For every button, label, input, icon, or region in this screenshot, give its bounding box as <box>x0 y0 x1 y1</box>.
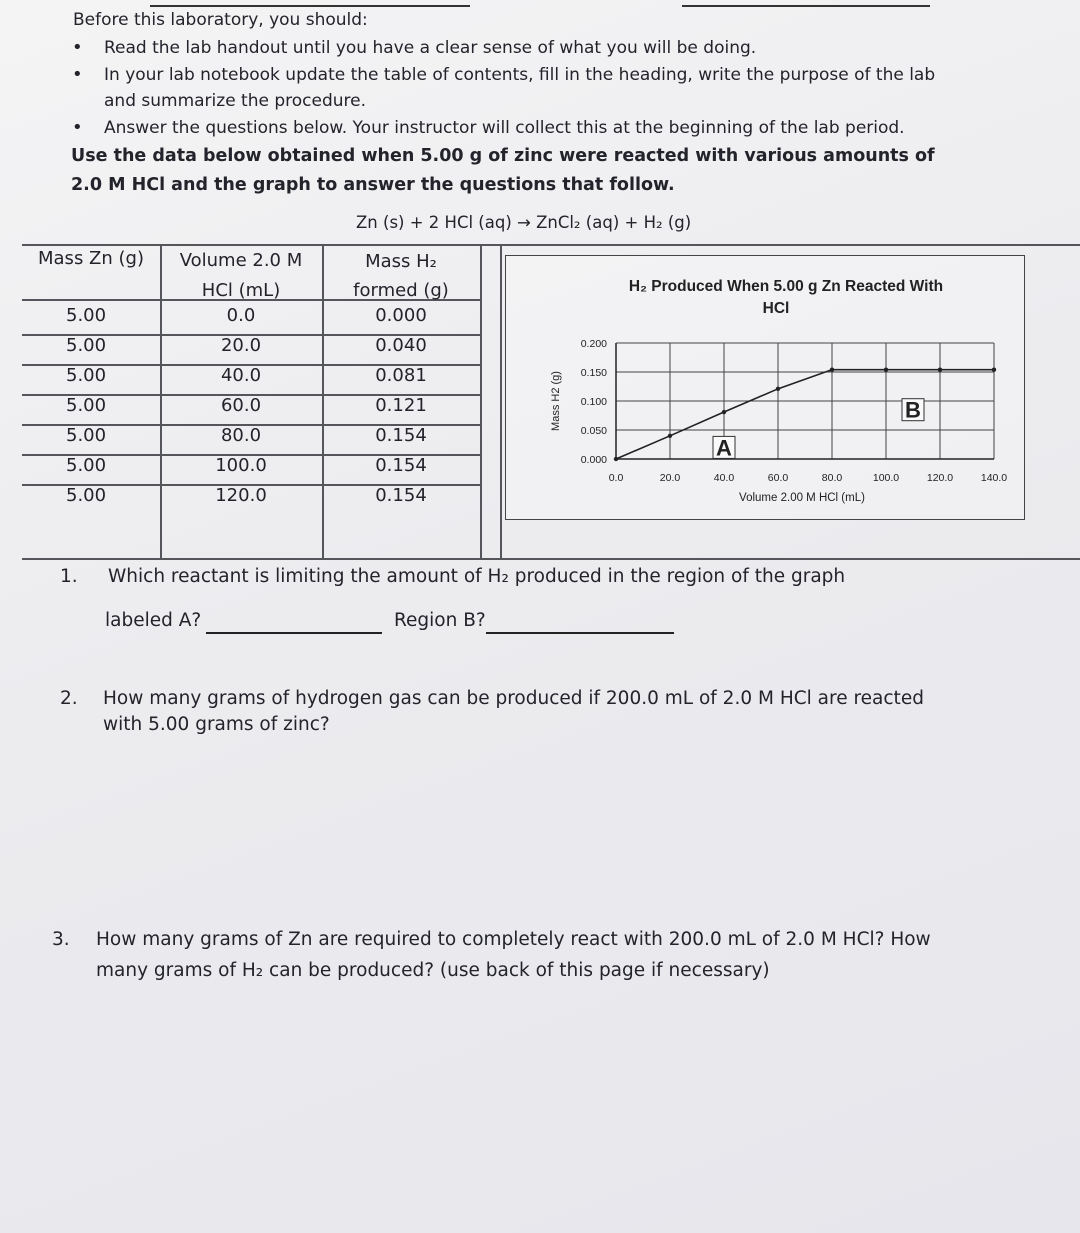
q1-answer-line-a[interactable] <box>206 632 382 634</box>
q2-text-line1: How many grams of hydrogen gas can be produced if 200.0 mL of 2.0 M HCl are reacted <box>103 688 924 709</box>
chart-x-tick-label: 20.0 <box>659 472 681 484</box>
bullet-read-handout: Read the lab handout until you have a clear sense of what you will be doing. <box>104 38 757 58</box>
chart-data-point <box>722 410 726 414</box>
table-cell: 5.00 <box>66 455 107 476</box>
table-cell: 0.154 <box>375 455 427 476</box>
q1-text: Which reactant is limiting the amount of H₂ produced in the region of the graph <box>108 566 846 587</box>
table-cell: 0.081 <box>375 365 427 386</box>
table-cell: 40.0 <box>220 365 262 386</box>
chart-x-tick-label: 80.0 <box>821 472 843 484</box>
table-cell: 20.0 <box>220 335 262 356</box>
chart-x-tick-label: 0.0 <box>608 472 624 484</box>
header-volume-line2: HCl (mL) <box>201 280 281 301</box>
q1-label-a: labeled A? <box>105 610 202 631</box>
chart-x-tick-label: 100.0 <box>872 472 900 484</box>
q2-text-line2: with 5.00 grams of zinc? <box>103 714 330 735</box>
q1-label-b: Region B? <box>394 610 486 631</box>
chart-data-point <box>668 434 672 438</box>
header-mass-h2-line2: formed (g) <box>353 280 449 301</box>
chart-x-tick-label: 40.0 <box>713 472 735 484</box>
chart-data-point <box>830 367 834 371</box>
chart-data-point <box>884 367 888 371</box>
bullet-dot: • <box>72 64 83 85</box>
chart-data-point <box>992 367 996 371</box>
table-cell: 0.040 <box>375 335 427 356</box>
chart-y-tick-label: 0.100 <box>580 396 607 408</box>
chart-data-point <box>938 367 942 371</box>
chart-y-tick-label: 0.200 <box>580 338 607 350</box>
header-mass-zn: Mass Zn (g) <box>38 248 144 269</box>
bullet-notebook-cont: and summarize the procedure. <box>104 91 367 111</box>
table-cell: 5.00 <box>66 395 107 416</box>
table-cell: 0.0 <box>226 305 256 326</box>
table-cell: 5.00 <box>66 335 107 356</box>
instruction-line-1: Use the data below obtained when 5.00 g of zinc were reacted with various amounts of <box>71 146 935 166</box>
chart-data-point <box>776 387 780 391</box>
chart-x-tick-label: 120.0 <box>926 472 954 484</box>
instruction-line-2: 2.0 M HCl and the graph to answer the questions that follow. <box>71 175 675 195</box>
table-cell: 5.00 <box>66 305 107 326</box>
table-cell: 80.0 <box>220 425 262 446</box>
chart-frame <box>505 255 1025 520</box>
chart-annotation-label: B <box>905 397 921 423</box>
q3-text-line1: How many grams of Zn are required to completely react with 200.0 mL of 2.0 M HCl? How <box>96 929 931 950</box>
table-cell: 5.00 <box>66 485 107 506</box>
table-cell: 60.0 <box>220 395 262 416</box>
q3-text-line2: many grams of H₂ can be produced? (use back of this page if necessary) <box>96 960 770 981</box>
header-rule-left <box>150 5 470 7</box>
reaction-equation: Zn (s) + 2 HCl (aq) → ZnCl₂ (aq) + H₂ (g) <box>356 213 692 232</box>
table-cell: 5.00 <box>66 365 107 386</box>
intro-heading: Before this laboratory, you should: <box>73 10 368 30</box>
q1-number: 1. <box>60 566 78 587</box>
q3-number: 3. <box>52 929 70 950</box>
table-cell: 0.154 <box>375 425 427 446</box>
chart-data-point <box>614 457 618 461</box>
chart-x-tick-label: 60.0 <box>767 472 789 484</box>
q2-number: 2. <box>60 688 78 709</box>
table-cell: 0.000 <box>375 305 427 326</box>
table-cell: 0.154 <box>375 485 427 506</box>
chart-title-line1: H₂ Produced When 5.00 g Zn Reacted With <box>628 278 944 295</box>
chart-annotation-label: A <box>716 435 732 461</box>
col-divider-4 <box>500 244 502 559</box>
bullet-notebook: In your lab notebook update the table of contents, fill in the heading, write the purpose of the lab <box>104 65 936 85</box>
q1-answer-line-b[interactable] <box>486 632 674 634</box>
header-mass-h2-line1: Mass H₂ <box>365 251 437 272</box>
chart <box>506 256 1024 519</box>
table-top-rule <box>22 244 1080 246</box>
bullet-dot: • <box>72 117 83 138</box>
chart-x-label: Volume 2.00 M HCl (mL) <box>739 492 865 504</box>
chart-series-line <box>616 370 994 459</box>
chart-y-label: Mass H2 (g) <box>550 371 562 431</box>
chart-x-tick-label: 140.0 <box>980 472 1008 484</box>
table-bottom-rule <box>22 558 1080 560</box>
chart-y-tick-label: 0.050 <box>580 425 607 437</box>
bullet-answer: Answer the questions below. Your instructor will collect this at the beginning of the lab period. <box>104 118 905 138</box>
header-volume-line1: Volume 2.0 M <box>179 250 303 271</box>
header-rule-right <box>682 5 930 7</box>
col-divider-3 <box>480 244 482 559</box>
table-cell: 120.0 <box>215 485 267 506</box>
chart-title-line2: HCl <box>762 300 790 317</box>
table-cell: 5.00 <box>66 425 107 446</box>
bullet-dot: • <box>72 37 83 58</box>
chart-y-tick-label: 0.150 <box>580 367 607 379</box>
table-cell: 100.0 <box>215 455 267 476</box>
chart-y-tick-label: 0.000 <box>580 454 607 466</box>
table-cell: 0.121 <box>375 395 427 416</box>
